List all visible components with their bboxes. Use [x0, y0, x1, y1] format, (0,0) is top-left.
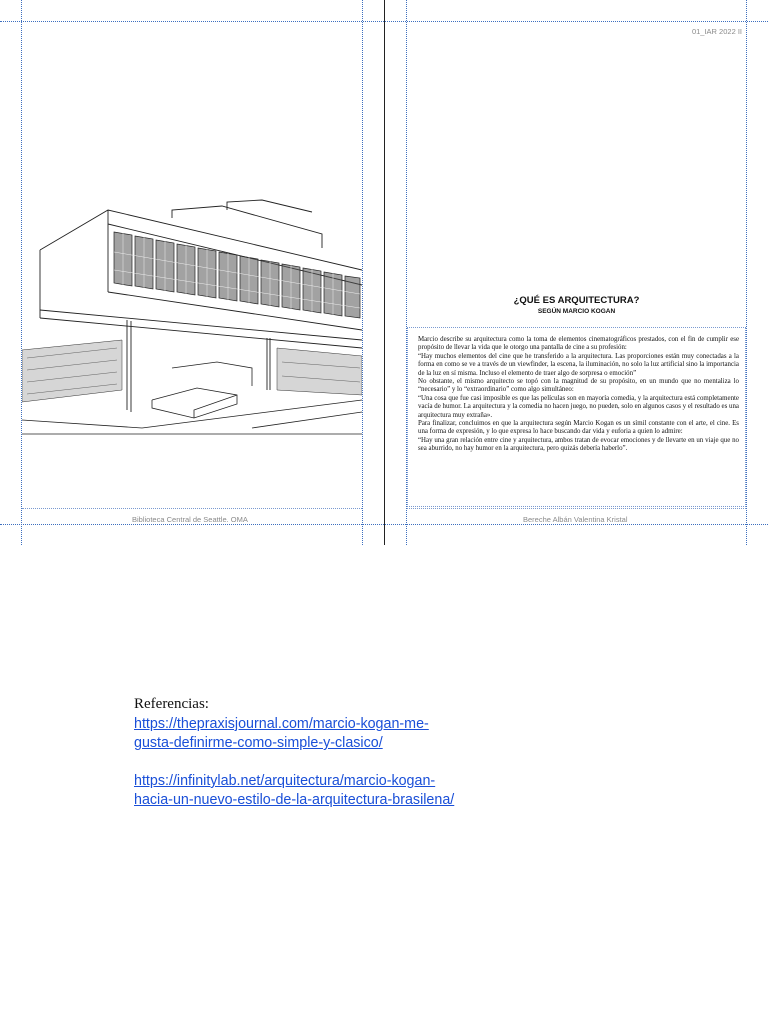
quote: “Hay una gran relación entre cine y arquitectura, ambos tratan de evocar emociones y de llevarte en un viaje que no sea aburrido, no hay humor en la arquitectura, pero quizás debería haberlo”.: [418, 436, 739, 453]
quote: “Una cosa que fue casi imposible es que las películas son en mayoría comedia, y la arquitectura está completamente vacía de humor. La arquitectura y la comedia no hacen juego, no pueden, solo en algunos casos y el resultado es una arquitectura muy extraña».: [418, 394, 739, 419]
article-body: [418, 336, 739, 454]
references-section: [134, 695, 454, 810]
paragraph: Para finalizar, concluimos en que la arquitectura según Marcio Kogan es un símil constante con el arte, el cine. Es una forma de expresión, y lo que expresa lo hace buscando dar vida y euforia a quien lo admire:: [418, 420, 739, 436]
article-subtitle: SEGÚN MARCIO KOGAN: [537, 308, 616, 315]
page-spine: [384, 0, 385, 545]
paragraph: No obstante, el mismo arquitecto se topó con la magnitud de su propósito, en un mundo que no mentaliza lo “necesario” y lo “extraordinario” como algo simultáneo:: [418, 378, 739, 394]
reference-link-2-line1: https://infinitylab.net/arquitectura/marcio-kogan-: [134, 773, 436, 789]
references-label: Referencias:: [134, 696, 209, 712]
guide-line-right-outer: [746, 0, 747, 545]
article-title: ¿QUÉ ES ARQUITECTURA?: [513, 295, 640, 306]
reference-link-2[interactable]: [134, 772, 454, 810]
reference-link-2-line2: hacia-un-nuevo-estilo-de-la-arquitectura-brasilena/: [134, 792, 455, 808]
reference-link-1-line2: gusta-definirme-como-simple-y-clasico/: [134, 735, 383, 751]
reference-link-1[interactable]: [134, 715, 454, 753]
article-text-frame: [407, 327, 746, 507]
author-caption: Bereche Albán Valentina Kristal: [523, 515, 628, 524]
quote: “Hay muchos elementos del cine que he transferido a la arquitectura. Las proporciones están muy conectadas a la forma en como se ve a través de un viewfinder, la escena, la iluminación, no solo la luz artificial sino la importancia de la luz en sí misma. Incluso el elemento de traer algo de sorpresa o emoción”: [418, 352, 739, 377]
page-marker: 01_IAR 2022 II: [691, 27, 742, 36]
building-sketch: [22, 190, 362, 440]
paragraph: Marcio describe su arquitectura como la toma de elementos cinematográficos prestados, con el fin de cumplir ese propósito de llevar la vida que le otorgo una pantalla de cine a su profesión:: [418, 336, 739, 352]
reference-link-1-line1: https://thepraxisjournal.com/marcio-kogan-me-: [134, 716, 429, 732]
image-caption: Biblioteca Central de Seattle. OMA: [132, 515, 248, 524]
guide-line-left-inner: [362, 0, 363, 545]
